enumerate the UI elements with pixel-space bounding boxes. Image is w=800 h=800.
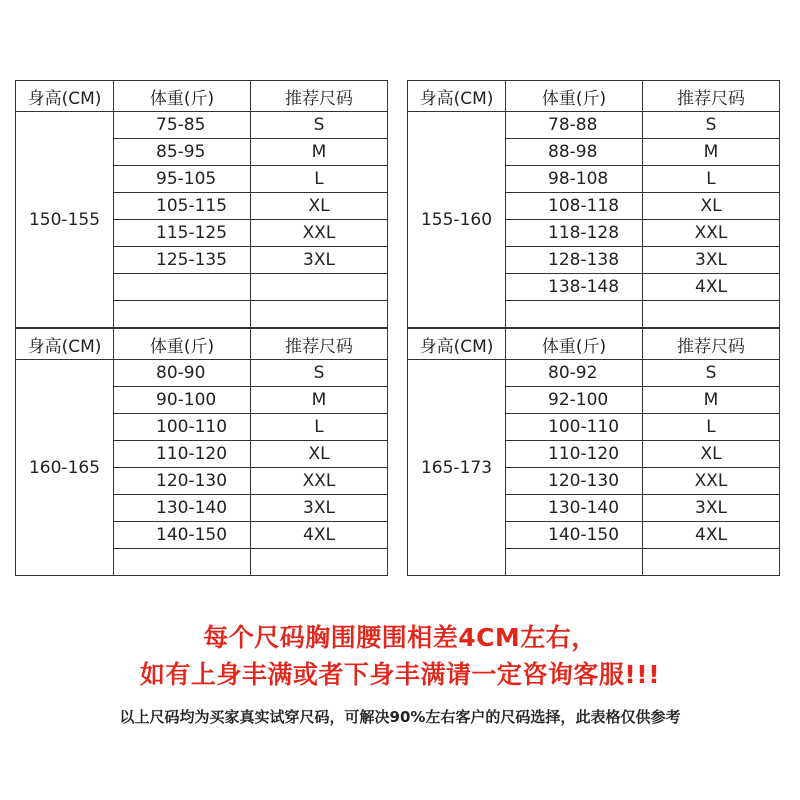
recommended-size: XL xyxy=(251,193,388,220)
weight-range: 130-140 xyxy=(506,495,643,522)
recommended-size: M xyxy=(251,387,388,414)
weight-range: 80-90 xyxy=(114,360,251,387)
header-size: 推荐尺码 xyxy=(251,329,388,360)
header-weight: 体重(斤) xyxy=(114,329,251,360)
weight-range: 138-148 xyxy=(506,274,643,301)
recommended-size: S xyxy=(643,112,780,139)
notice-consult-service: 如有上身丰满或者下身丰满请一定咨询客服!!! xyxy=(139,660,661,689)
size-table-165-173 xyxy=(407,328,780,576)
recommended-size: 3XL xyxy=(251,247,388,274)
header-height: 身高(CM) xyxy=(16,81,114,112)
weight-range: 110-120 xyxy=(506,441,643,468)
recommended-size: S xyxy=(643,360,780,387)
weight-range: 88-98 xyxy=(506,139,643,166)
weight-range: 95-105 xyxy=(114,166,251,193)
recommended-size: XL xyxy=(643,441,780,468)
weight-range: 80-92 xyxy=(506,360,643,387)
weight-range: 128-138 xyxy=(506,247,643,274)
footnote-disclaimer: 以上尺码均为买家真实试穿尺码，可解决90%左右客户的尺码选择，此表格仅供参考 xyxy=(119,708,681,726)
recommended-size: L xyxy=(251,414,388,441)
header-height: 身高(CM) xyxy=(16,329,114,360)
recommended-size: XXL xyxy=(251,220,388,247)
header-size: 推荐尺码 xyxy=(643,329,780,360)
weight-range: 85-95 xyxy=(114,139,251,166)
recommended-size: 4XL xyxy=(251,522,388,549)
weight-range: 92-100 xyxy=(506,387,643,414)
header-weight: 体重(斤) xyxy=(114,81,251,112)
weight-range: 120-130 xyxy=(506,468,643,495)
recommended-size xyxy=(643,301,780,328)
weight-range xyxy=(114,274,251,301)
weight-range: 105-115 xyxy=(114,193,251,220)
recommended-size: M xyxy=(643,139,780,166)
recommended-size xyxy=(251,301,388,328)
size-table-160-165 xyxy=(15,328,388,576)
weight-range: 120-130 xyxy=(114,468,251,495)
weight-range: 140-150 xyxy=(114,522,251,549)
height-range: 165-173 xyxy=(408,360,506,576)
size-table-155-160 xyxy=(407,80,780,328)
notice-chest-waist: 每个尺码胸围腰围相差4CM左右， xyxy=(203,623,597,652)
recommended-size: S xyxy=(251,360,388,387)
size-table-150-155 xyxy=(15,80,388,328)
recommended-size: L xyxy=(251,166,388,193)
recommended-size: XXL xyxy=(643,468,780,495)
recommended-size: XL xyxy=(643,193,780,220)
recommended-size: 3XL xyxy=(251,495,388,522)
weight-range: 118-128 xyxy=(506,220,643,247)
recommended-size: 4XL xyxy=(643,274,780,301)
header-height: 身高(CM) xyxy=(408,329,506,360)
weight-range xyxy=(114,549,251,576)
header-size: 推荐尺码 xyxy=(643,81,780,112)
recommended-size: 3XL xyxy=(643,495,780,522)
height-range: 160-165 xyxy=(16,360,114,576)
header-weight: 体重(斤) xyxy=(506,81,643,112)
recommended-size: M xyxy=(251,139,388,166)
recommended-size xyxy=(251,549,388,576)
weight-range: 100-110 xyxy=(114,414,251,441)
weight-range xyxy=(114,301,251,328)
recommended-size: L xyxy=(643,414,780,441)
recommended-size: L xyxy=(643,166,780,193)
weight-range: 125-135 xyxy=(114,247,251,274)
weight-range xyxy=(506,549,643,576)
header-height: 身高(CM) xyxy=(408,81,506,112)
recommended-size: XL xyxy=(251,441,388,468)
recommended-size: XXL xyxy=(251,468,388,495)
height-range: 150-155 xyxy=(16,112,114,328)
recommended-size: XXL xyxy=(643,220,780,247)
recommended-size: 4XL xyxy=(643,522,780,549)
recommended-size xyxy=(643,549,780,576)
weight-range: 90-100 xyxy=(114,387,251,414)
header-size: 推荐尺码 xyxy=(251,81,388,112)
weight-range: 110-120 xyxy=(114,441,251,468)
recommended-size: M xyxy=(643,387,780,414)
weight-range xyxy=(506,301,643,328)
weight-range: 100-110 xyxy=(506,414,643,441)
weight-range: 98-108 xyxy=(506,166,643,193)
recommended-size xyxy=(251,274,388,301)
weight-range: 75-85 xyxy=(114,112,251,139)
weight-range: 78-88 xyxy=(506,112,643,139)
weight-range: 108-118 xyxy=(506,193,643,220)
weight-range: 140-150 xyxy=(506,522,643,549)
recommended-size: 3XL xyxy=(643,247,780,274)
weight-range: 130-140 xyxy=(114,495,251,522)
recommended-size: S xyxy=(251,112,388,139)
height-range: 155-160 xyxy=(408,112,506,328)
weight-range: 115-125 xyxy=(114,220,251,247)
header-weight: 体重(斤) xyxy=(506,329,643,360)
